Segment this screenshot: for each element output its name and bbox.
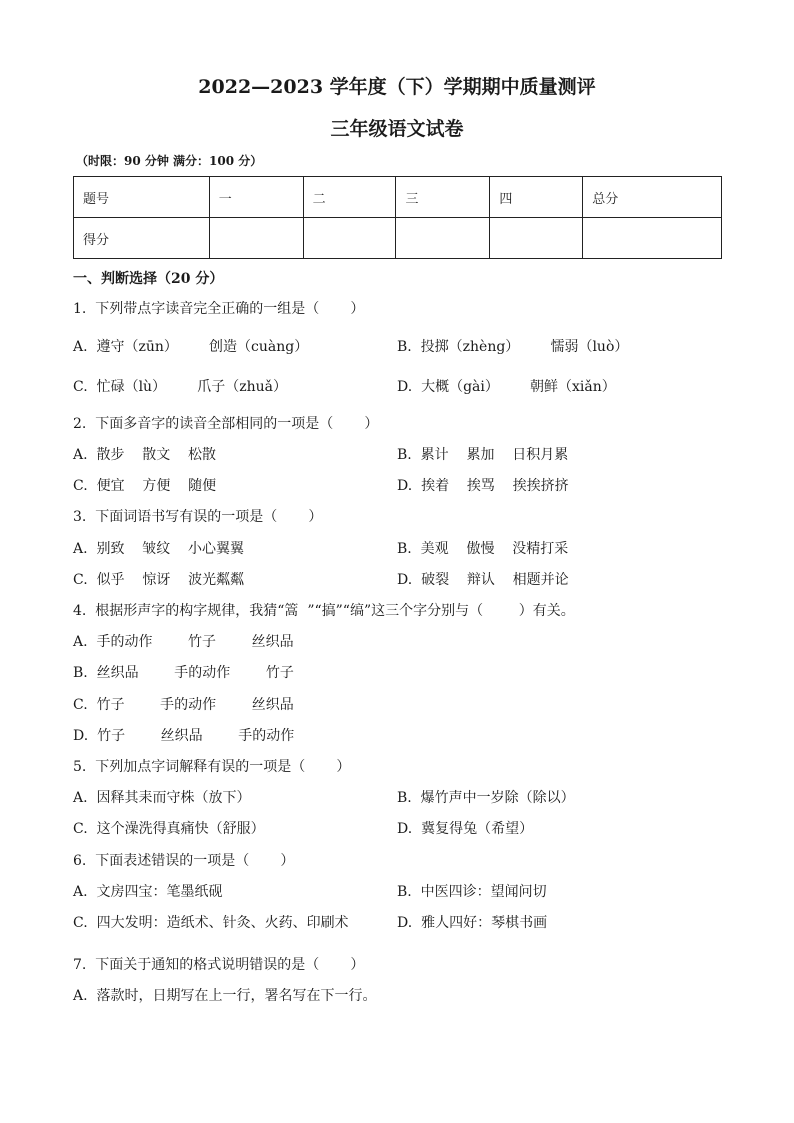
question-stem: 7. 下面关于通知的格式说明错误的是（ ） [73,957,365,973]
option-b: B. 丝织品 手的动作 竹子 [73,665,294,681]
option-b: B. 爆竹声中一岁除（除以） [397,790,575,806]
option-b: B. 累计 累加 日积月累 [397,447,569,463]
option-c: C. 这个澡洗得真痛快（舒服） [73,821,265,837]
table-cell: 四 [490,177,583,218]
option-c: C. 似乎 惊讶 波光粼粼 [73,572,245,588]
question-stem: 1. 下列带点字读音完全正确的一组是（ ） [73,301,365,317]
score-input-cell[interactable] [303,218,396,259]
question-stem: 5. 下列加点字词解释有误的一项是（ ） [73,759,351,775]
table-cell: 总分 [583,177,722,218]
option-a: A. 别致 皱纹 小心翼翼 [73,541,245,557]
option-a: A. 文房四宝：笔墨纸砚 [73,884,223,900]
score-input-cell[interactable] [209,218,303,259]
table-cell: 得分 [74,218,210,259]
option-b: B. 美观 傲慢 没精打采 [397,541,569,557]
option-a: A. 落款时，日期写在上一行，署名写在下一行。 [73,988,377,1004]
option-d: D. 雅人四好：琴棋书画 [397,915,548,931]
option-d: D. 破裂 辩认 相题并论 [397,572,569,588]
score-table-header-row [74,177,722,218]
exam-time-score-info: （时限：90 分钟 满分：100 分） [76,154,263,168]
score-table-score-row [74,218,722,259]
score-table [73,176,722,259]
question-stem: 4. 根据形声字的构字规律，我猜“篙 ”“搞”“缟”这三个字分别与（ ）有关。 [73,603,575,619]
option-a: A. 因释其耒而守株（放下） [73,790,251,806]
table-cell: 题号 [74,177,210,218]
option-a: A. 遵守（zūn） 创造（cuàng） [73,339,309,355]
option-b: B. 投掷（zhèng） 懦弱（luò） [397,339,629,355]
score-input-cell[interactable] [396,218,490,259]
option-a: A. 手的动作 竹子 丝织品 [73,634,294,650]
table-cell: 二 [303,177,396,218]
option-c: C. 四大发明：造纸术、针灸、火药、印刷术 [73,915,349,931]
section-heading: 一、判断选择（20 分） [73,271,224,287]
option-d: D. 竹子 丝织品 手的动作 [73,728,295,744]
table-cell: 三 [396,177,490,218]
option-d: D. 大概（gài） 朝鲜（xiǎn） [397,379,616,395]
score-input-cell[interactable] [583,218,722,259]
question-stem: 6. 下面表述错误的一项是（ ） [73,853,295,869]
option-d: D. 冀复得兔（希望） [397,821,534,837]
option-c: C. 竹子 手的动作 丝织品 [73,697,294,713]
score-input-cell[interactable] [490,218,583,259]
exam-subtitle: 三年级语文试卷 [330,118,464,140]
question-stem: 2. 下面多音字的读音全部相同的一项是（ ） [73,416,379,432]
exam-title: 2022—2023 学年度（下）学期期中质量测评 [198,76,596,98]
option-c: C. 忙碌（lù） 爪子（zhuǎ） [73,379,287,395]
option-c: C. 便宜 方便 随便 [73,478,217,494]
option-d: D. 挨着 挨骂 挨挨挤挤 [397,478,569,494]
option-a: A. 散步 散文 松散 [73,447,217,463]
option-b: B. 中医四诊：望闻问切 [397,884,547,900]
table-cell: 一 [209,177,303,218]
question-stem: 3. 下面词语书写有误的一项是（ ） [73,509,323,525]
